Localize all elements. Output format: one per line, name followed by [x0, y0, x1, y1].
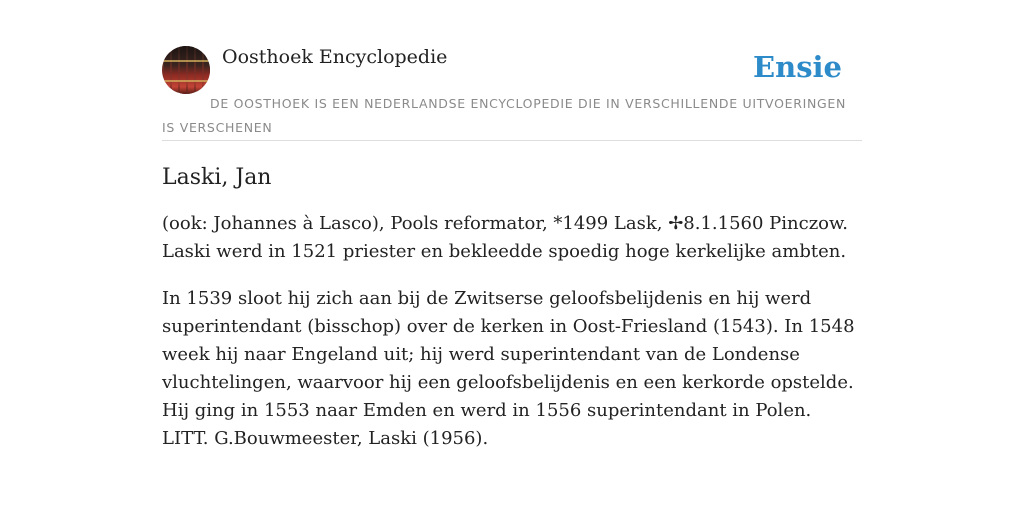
page-title: Laski, Jan: [162, 165, 272, 190]
site-title[interactable]: Oosthoek Encyclopedie: [222, 46, 448, 68]
article: [162, 160, 862, 472]
article-paragraph: In 1539 sloot hij zich aan bij de Zwitserse geloofsbelijdenis en hij werd superintendant (bisschop) over de kerken in Oost-Friesland (1543). In 1548 week hij naar Engeland uit; hij werd superintendant van de Londense vluchtelingen, waarvoor hij een geloofsbelijdenis en een kerkorde opstelde. Hij ging in 1553 naar Emden en werd in 1556 superintendant in Polen. LITT. G.Bouwmeester, Laski (1956).: [162, 288, 855, 449]
article-paragraph: (ook: Johannes à Lasco), Pools reformator, *1499 Lask, ✢8.1.1560 Pinczow. Laski werd in 1521 priester en bekleedde spoedig hoge kerkelijke ambten.: [162, 213, 849, 262]
bookshelf-icon[interactable]: [162, 46, 210, 94]
header: [162, 40, 862, 141]
site-tagline: DE OOSTHOEK IS EEN NEDERLANDSE ENCYCLOPEDIE DIE IN VERSCHILLENDE UITVOERINGEN IS VERSCHENEN: [162, 96, 847, 135]
brand-logo[interactable]: Ensie: [753, 50, 842, 84]
